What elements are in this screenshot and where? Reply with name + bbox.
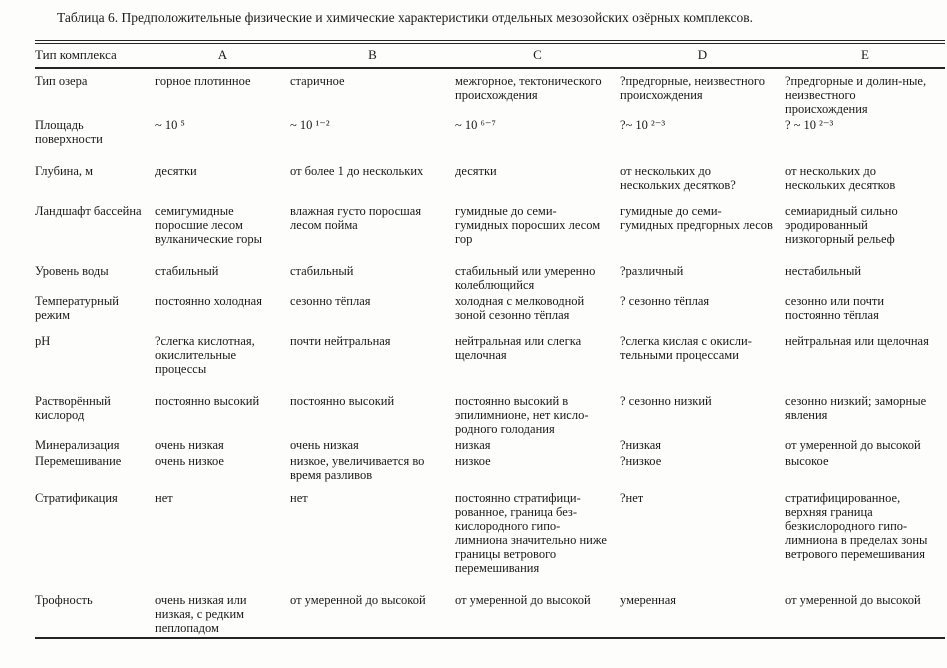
row-label: Ландшафт бассейна <box>35 204 142 218</box>
cell-b: низкое, увеличивается во время разливов <box>290 454 425 482</box>
cell-d: ?низкая <box>620 438 662 452</box>
row-label: Минерализация <box>35 438 120 452</box>
table-row <box>35 491 945 593</box>
cell-d: ? сезонно низкий <box>620 394 712 408</box>
header-row <box>35 42 945 68</box>
table-row <box>35 294 945 334</box>
cell-b: стабильный <box>290 264 354 278</box>
cell-d: ?~ 10 ²⁻³ <box>620 118 666 132</box>
table-row <box>35 118 945 164</box>
table-row <box>35 334 945 394</box>
cell-c: низкая <box>455 438 491 452</box>
cell-a: семигумидные поросшие лесом вулканические горы <box>155 204 263 246</box>
cell-a: очень низкое <box>155 454 224 468</box>
cell-a: горное плотинное <box>155 74 251 88</box>
cell-e: нестабильный <box>785 264 862 278</box>
cell-a: ~ 10 ⁵ <box>155 118 185 132</box>
cell-a: стабильный <box>155 264 219 278</box>
cell-e: нейтральная или щелочная <box>785 334 929 348</box>
cell-b: влажная густо поросшая лесом пойма <box>290 204 422 232</box>
row-label: Уровень воды <box>35 264 109 278</box>
row-label: pH <box>35 334 51 348</box>
cell-b: сезонно тёплая <box>290 294 371 308</box>
table-row <box>35 593 945 638</box>
cell-d: ? сезонно тёплая <box>620 294 710 308</box>
cell-c: десятки <box>455 164 497 178</box>
cell-b: старичное <box>290 74 345 88</box>
cell-d: ?низкое <box>620 454 662 468</box>
cell-d: ?различный <box>620 264 684 278</box>
cell-a: очень низкая или низкая, с редким пеплопадом <box>155 593 247 635</box>
cell-a: постоянно холодная <box>155 294 262 308</box>
header-col-b: B <box>290 42 455 68</box>
cell-b: почти нейтральная <box>290 334 391 348</box>
cell-e: ? ~ 10 ²⁻³ <box>785 118 834 132</box>
cell-a: очень низкая <box>155 438 224 452</box>
row-label: Тип озера <box>35 74 88 88</box>
cell-b: очень низкая <box>290 438 359 452</box>
cell-e: стратифицированное, верхняя граница безкислородного гипо-лимниона в пределах зоны ветрового перемешивания <box>785 491 928 561</box>
table-row <box>35 164 945 204</box>
cell-e: от умеренной до высокой <box>785 438 921 452</box>
row-label: Глубина, м <box>35 164 94 178</box>
table-row <box>35 204 945 264</box>
table-row <box>35 394 945 438</box>
header-col-c: C <box>455 42 620 68</box>
cell-c: постоянно высокий в эпилимнионе, нет кисло-родного голодания <box>455 394 589 436</box>
table-row <box>35 264 945 294</box>
row-label: Площадь поверхности <box>35 118 103 146</box>
cell-a: постоянно высокий <box>155 394 260 408</box>
row-label: Растворённый кислород <box>35 394 111 422</box>
cell-c: ~ 10 ⁶⁻⁷ <box>455 118 496 132</box>
cell-c: постоянно стратифици-рованное, граница без-кислородного гипо-лимниона значительно ниже границы ветрового перемешивания <box>455 491 607 575</box>
row-label: Перемешивание <box>35 454 122 468</box>
table-title: Таблица 6. Предположительные физические и химические характеристики отдельных мезозойских озёрных комплексов. <box>57 10 753 25</box>
cell-d: ?предгорные, неизвестного происхождения <box>620 74 766 102</box>
row-label: Температурный режим <box>35 294 119 322</box>
cell-d: от нескольких до нескольких десятков? <box>620 164 736 192</box>
cell-e: ?предгорные и долин-ные, неизвестного происхождения <box>785 74 927 116</box>
cell-d: ?слегка кислая с окисли-тельными процессами <box>620 334 752 362</box>
cell-c: от умеренной до высокой <box>455 593 591 607</box>
header-col-a: A <box>155 42 290 68</box>
cell-a: ?слегка кислотная, окислительные процессы <box>155 334 255 376</box>
characteristics-table <box>35 40 945 639</box>
cell-e: высокое <box>785 454 829 468</box>
cell-d: умеренная <box>620 593 677 607</box>
row-label: Стратификация <box>35 491 118 505</box>
header-col-e: E <box>785 42 945 68</box>
cell-a: нет <box>155 491 173 505</box>
cell-e: семиаридный сильно эродированный низкогорный рельеф <box>785 204 898 246</box>
cell-a: десятки <box>155 164 197 178</box>
cell-b: от более 1 до нескольких <box>290 164 424 178</box>
cell-b: нет <box>290 491 308 505</box>
table-row <box>35 454 945 491</box>
table-row <box>35 68 945 118</box>
table-row <box>35 438 945 454</box>
cell-b: ~ 10 ¹⁻² <box>290 118 330 132</box>
cell-c: низкое <box>455 454 491 468</box>
cell-c: межгорное, тектонического происхождения <box>455 74 602 102</box>
row-label: Трофность <box>35 593 93 607</box>
cell-d: гумидные до семи-гумидных предгорных лесов <box>620 204 773 232</box>
cell-c: гумидные до семи-гумидных поросших лесом гор <box>455 204 601 246</box>
cell-b: от умеренной до высокой <box>290 593 426 607</box>
cell-c: нейтральная или слегка щелочная <box>455 334 582 362</box>
cell-d: ?нет <box>620 491 644 505</box>
cell-c: стабильный или умеренно колеблющийся <box>455 264 596 292</box>
cell-c: холодная с мелководной зоной сезонно тёплая <box>455 294 585 322</box>
cell-e: от нескольких до нескольких десятков <box>785 164 896 192</box>
cell-e: сезонно низкий; заморные явления <box>785 394 927 422</box>
header-col-d: D <box>620 42 785 68</box>
cell-e: от умеренной до высокой <box>785 593 921 607</box>
cell-b: постоянно высокий <box>290 394 395 408</box>
cell-e: сезонно или почти постоянно тёплая <box>785 294 885 322</box>
header-label-column: Тип комплекса <box>35 42 155 68</box>
